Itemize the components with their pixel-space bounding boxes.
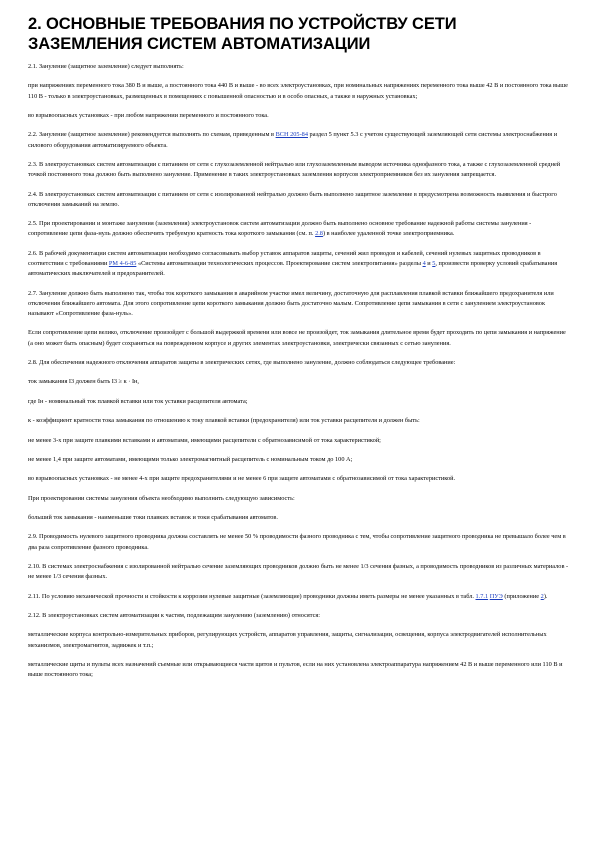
text-fragment: и	[425, 259, 433, 267]
paragraph-2-7: 2.7. Зануление должно быть выполнено так, чтобы ток короткого замыкания в аварийном участке имел величину, достаточную для расплавления плавкой вставки ближайшего предохранителя или отключения ближайшего автомата. Для этого сопротивление цепи короткого замыкания должно быть достаточно малым. Сопротивление цепи замыкания в сети с занулением электроустановок называют «Сопротивление фаза-нуль».	[28, 289, 554, 317]
text-fragment: 2.11. По условию механической прочности и стойкости к коррозии нулевые защитные (заземляющие) проводники должны иметь размеры не менее указанных в табл.	[28, 592, 476, 600]
paragraph-2-12: 2.12. В электроустановках систем автоматизации к частям, подлежащим занулению (заземлению) относятся:	[28, 612, 321, 620]
paragraph-voltage-conditions: при напряжениях переменного тока 380 В и выше, а постоянного тока 440 В и выше - во всех электроустановках, при номинальных напряжениях переменного тока выше 42 В и постоянного тока выше 110 В - только в электроустановках, размещенных в помещениях с повышенной опасностью и в особо опасных, а также в наружных установках;	[28, 82, 568, 100]
paragraph-in-definition: где Iн - номинальный ток плавкой вставки или ток уставки расцепителя автомата;	[28, 397, 248, 405]
paragraph-high-resistance: Если сопротивление цепи велико, отключение произойдет с большой выдержкой времени или вовсе не произойдет, ток замыкания длительное время будет проходить по цепи замыкания и напряжение (а оно может быть опасным) будет сохраняться на поврежденном корпусе и других элементах электроустановки, электрически связанных с сетью зануления.	[28, 329, 566, 347]
text-fragment: ) в наиболее удаленной точке электроприемника.	[322, 230, 455, 238]
link-table-1-7-1[interactable]: 1.7.1	[475, 592, 489, 600]
text-fragment: 2.6. В рабочей документации систем автоматизации необходимо согласовывать выбор уставок аппаратов защиты, сечений жил проводов и кабелей, сечений нулевых защитных проводников в соответствии с требованиями	[28, 249, 541, 267]
paragraph-2-3: 2.3. В электроустановках систем автоматизации с питанием от сети с глухозаземленной нейтралью или глухозаземленным выводом источника однофазного тока, а также с глухозаземленной средней точкой постоянного тока должно быть выполнено зануление. Применение в таких электроустановках заземления корпусов электроприемников без их зануления запрещается.	[28, 160, 561, 179]
paragraph-2-6	[28, 249, 571, 280]
paragraph-2-10: 2.10. В системах электроснабжения с изолированной нейтралью сечение заземляющих проводников должно быть не менее 1/3 сечения фазных, а проводимость проводников из различных материалов - не менее 1/3 сечения фазных.	[28, 563, 569, 581]
paragraph-design-dependency: При проектировании системы зануления объекта необходимо выполнить следующую зависимость:	[28, 494, 295, 502]
text-fragment: 2.2. Зануление (защитное заземление) рекомендуется выполнять по схемам, приведенным в	[28, 131, 276, 139]
link-section-5[interactable]: 5	[432, 259, 436, 267]
text-fragment: , произвести проверку условий срабатывания автоматических выключателей и предохранителей.	[28, 259, 558, 278]
link-section-4[interactable]: 4	[422, 259, 426, 267]
text-fragment: 2.5. При проектировании и монтаже зануления (заземления) электроустановок систем автоматизации должно быть выполнено основное требование надежной работы системы зануления - сопротивление цепи фаза-нуль должно обеспечить требуемую кратность тока короткого замыкания (см. п.	[28, 220, 532, 238]
paragraph-2-11	[28, 592, 571, 602]
text-fragment: раздел 5 пункт 5.3 с учетом существующей заземляющей сети системы электроснабжения и силового оборудования автоматизируемого объекта.	[28, 131, 558, 149]
paragraph-2-5	[28, 219, 571, 239]
paragraph-2-1: 2.1. Зануление (защитное заземление) следует выполнять:	[28, 63, 184, 70]
text-fragment: ).	[543, 592, 548, 600]
paragraph-2-8: 2.8. Для обеспечения надежного отключения аппаратов защиты в электрических сетях, где выполнено зануление, должно соблюдаться следующее требование:	[28, 358, 456, 366]
paragraph-k-electromagnetic: не менее 1,4 при защите автоматами, имеющими только электромагнитный расцепитель с номинальным током до 100 А;	[28, 455, 353, 463]
paragraph-fault-current-formula: ток замыкания I3 должен быть I3 ≥ к · Iн,	[28, 378, 139, 386]
link-vsn-205-84[interactable]: ВСН 205-84	[275, 131, 308, 139]
paragraph-2-2	[28, 130, 571, 150]
link-clause-2-8[interactable]: 2.8	[315, 230, 323, 238]
page-title: 2. ОСНОВНЫЕ ТРЕБОВАНИЯ ПО УСТРОЙСТВУ СЕТИ ЗАЗЕМЛЕНИЯ СИСТЕМ АВТОМАТИЗАЦИИ	[28, 15, 457, 53]
link-pue[interactable]: ПУЭ	[489, 592, 503, 600]
paragraph-k-fuses: не менее 3-х при защите плавкими вставками и автоматами, имеющими расцепители с обратнозависимой от тока характеристикой;	[28, 436, 381, 444]
text-fragment: «Системы автоматизации технологических процессов. Проектирование систем электропитания» разделы	[136, 259, 423, 267]
paragraph-2-9: 2.9. Проводимость нулевого защитного проводника должна составлять не менее 50 % проводимости фазного проводника с тем, чтобы сопротивление защитного проводника не превышало более чем в два раза сопротивление фазного проводника.	[28, 533, 566, 551]
text-fragment: (приложение	[502, 592, 541, 600]
paragraph-metal-panels: металлические щиты и пульты всех назначений съемные или открывающиеся части щитов и пультов, если на них установлена электроаппаратура напряжением 42 В и выше переменного или 110 В и выше постоянного тока;	[28, 661, 563, 679]
paragraph-explosive-installations: во взрывоопасных установках - при любом напряжении переменного и постоянного тока.	[28, 111, 269, 119]
paragraph-metal-housings: металлические корпуса контрольно-измерительных приборов, регулирующих устройств, аппаратов управления, защиты, сигнализации, освещения, корпуса электродвигателей исполнительных механизмов, электромагнитов, задвижек и т.п.;	[28, 631, 547, 649]
paragraph-k-explosive: во взрывоопасных установках - не менее 4-х при защите предохранителями и не менее 6 при защите автоматами с обратнозависимой от тока характеристикой.	[28, 475, 456, 483]
paragraph-k-definition: к - коэффициент кратности тока замыкания по отношению к току плавкой вставки (предохранителя) или ток уставки расцепителя и должен быть:	[28, 417, 420, 425]
link-appendix-2[interactable]: 2	[540, 592, 544, 600]
paragraph-2-4: 2.4. В электроустановках систем автоматизации с питанием от сети с изолированной нейтралью должно быть выполнено защитное заземление в предусмотрена возможность выявления и быстрого отключения замыканий на землю.	[28, 190, 557, 208]
paragraph-dependency-statement: больший ток замыкания - наименьшие токи плавких вставок и токи срабатывания автоматов.	[28, 514, 278, 522]
link-rm-4-6-85[interactable]: РМ 4-6-85	[108, 259, 137, 267]
